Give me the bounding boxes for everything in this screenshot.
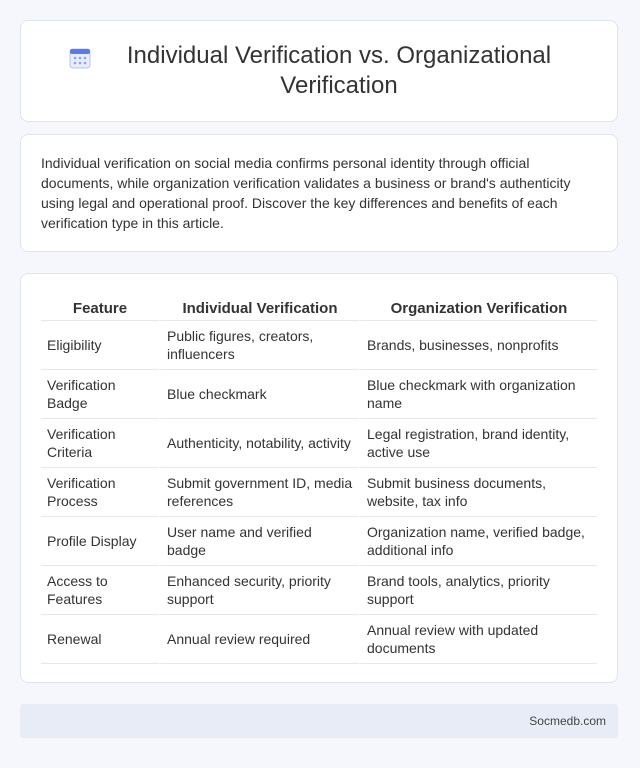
table-header-row	[41, 294, 597, 321]
table-row	[41, 321, 597, 370]
organization-cell: Submit business documents, website, tax info	[359, 468, 597, 517]
feature-cell: Verification Criteria	[41, 419, 159, 468]
table-card	[20, 273, 618, 683]
comparison-table	[41, 294, 597, 664]
intro-text: Individual verification on social media confirms personal identity through official documents, while organization verification validates a business or brand's authenticity using legal and operational proof. Discover the key differences and benefits of each verification type in this article.	[41, 155, 571, 231]
page-title: Individual Verification vs. Organizational Verification	[126, 42, 552, 99]
table-row	[41, 370, 597, 419]
organization-cell: Legal registration, brand identity, active use	[359, 419, 597, 468]
table-row	[41, 566, 597, 615]
feature-cell: Renewal	[41, 615, 159, 664]
feature-cell: Access to Features	[41, 566, 159, 615]
title-wrap	[21, 41, 617, 101]
table-row	[41, 419, 597, 468]
organization-cell: Brand tools, analytics, priority support	[359, 566, 597, 615]
footer-bar	[20, 704, 618, 738]
feature-cell: Verification Process	[41, 468, 159, 517]
table-row	[41, 517, 597, 566]
individual-cell: Enhanced security, priority support	[159, 566, 359, 615]
organization-cell: Organization name, verified badge, additional info	[359, 517, 597, 566]
calendar-icon	[69, 47, 91, 69]
feature-cell: Eligibility	[41, 321, 159, 370]
feature-cell: Profile Display	[41, 517, 159, 566]
title-card	[20, 20, 618, 122]
source-link[interactable]: Socmedb.com	[529, 714, 606, 728]
column-header-feature: Feature	[41, 294, 159, 321]
feature-cell: Verification Badge	[41, 370, 159, 419]
column-header-organization: Organization Verification	[359, 294, 597, 321]
table-row	[41, 615, 597, 664]
individual-cell: Public figures, creators, influencers	[159, 321, 359, 370]
organization-cell: Blue checkmark with organization name	[359, 370, 597, 419]
individual-cell: User name and verified badge	[159, 517, 359, 566]
organization-cell: Annual review with updated documents	[359, 615, 597, 664]
column-header-individual: Individual Verification	[159, 294, 359, 321]
individual-cell: Blue checkmark	[159, 370, 359, 419]
intro-card	[20, 134, 618, 252]
organization-cell: Brands, businesses, nonprofits	[359, 321, 597, 370]
individual-cell: Authenticity, notability, activity	[159, 419, 359, 468]
individual-cell: Annual review required	[159, 615, 359, 664]
table-row	[41, 468, 597, 517]
individual-cell: Submit government ID, media references	[159, 468, 359, 517]
